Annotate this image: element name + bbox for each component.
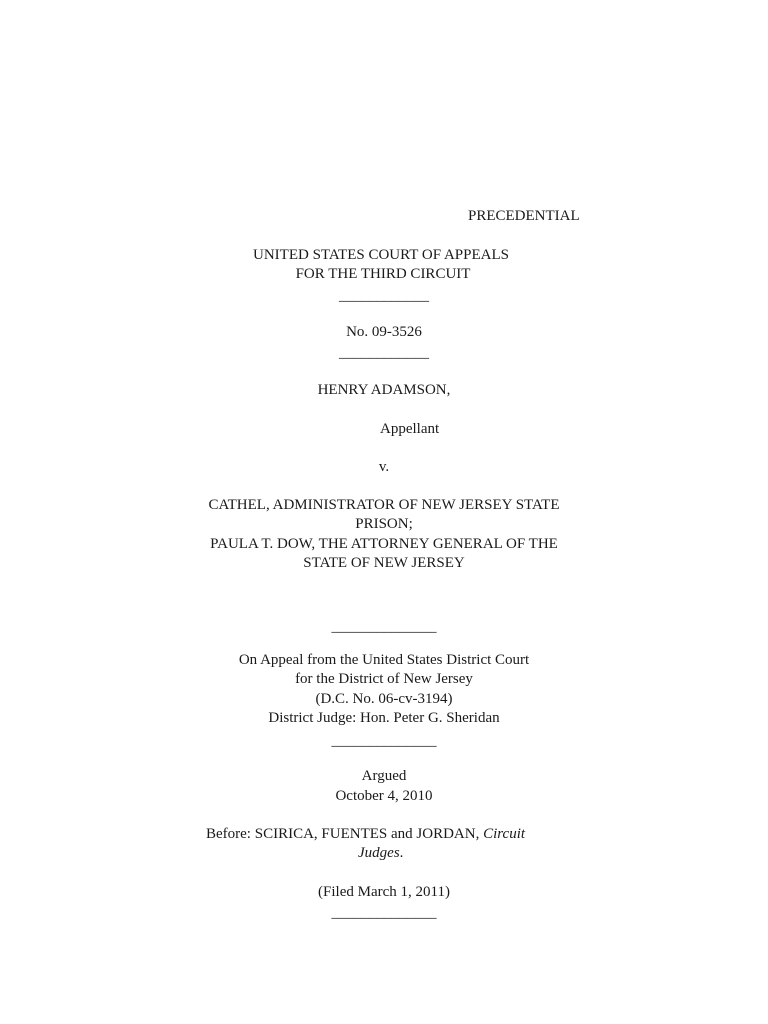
filed-date: (Filed March 1, 2011) <box>318 884 450 900</box>
argued-label: Argued <box>361 768 407 784</box>
versus-label: v. <box>378 459 390 475</box>
appellee-line1: CATHEL, ADMINISTRATOR OF NEW JERSEY STATE <box>208 497 560 513</box>
appeal-line2: for the District of New Jersey <box>295 671 473 687</box>
appeal-line4: District Judge: Hon. Peter G. Sheridan <box>268 710 500 726</box>
panel-title-part2: Judges <box>358 845 400 861</box>
appellee-line2: PRISON; <box>355 516 413 532</box>
panel-line1 <box>206 825 525 844</box>
divider-rule-3: ______________ <box>331 619 437 635</box>
divider-rule-4: ______________ <box>331 733 437 749</box>
panel-title-part1: Circuit <box>483 826 526 842</box>
appellant-role: Appellant <box>380 421 440 437</box>
appeal-line1: On Appeal from the United States District Court <box>238 652 530 668</box>
divider-rule-5: ______________ <box>331 905 437 921</box>
panel-line2 <box>358 844 403 863</box>
appellant-name: HENRY ADAMSON, <box>317 382 451 398</box>
appellee-line3: PAULA T. DOW, THE ATTORNEY GENERAL OF THE <box>210 536 558 552</box>
argued-date: October 4, 2010 <box>335 788 433 804</box>
appellee-line4: STATE OF NEW JERSEY <box>303 555 465 571</box>
case-number: No. 09-3526 <box>346 324 422 340</box>
court-name-line1: UNITED STATES COURT OF APPEALS <box>253 247 509 263</box>
divider-rule-1: ____________ <box>339 288 429 304</box>
divider-rule-2: ____________ <box>339 345 429 361</box>
appeal-line3: (D.C. No. 06-cv-3194) <box>315 691 453 707</box>
panel-judges: Before: SCIRICA, FUENTES and JORDAN, <box>206 826 484 842</box>
precedential-label: PRECEDENTIAL <box>468 208 580 224</box>
court-name-line2: FOR THE THIRD CIRCUIT <box>295 266 471 282</box>
panel-title-period: . <box>399 845 404 861</box>
